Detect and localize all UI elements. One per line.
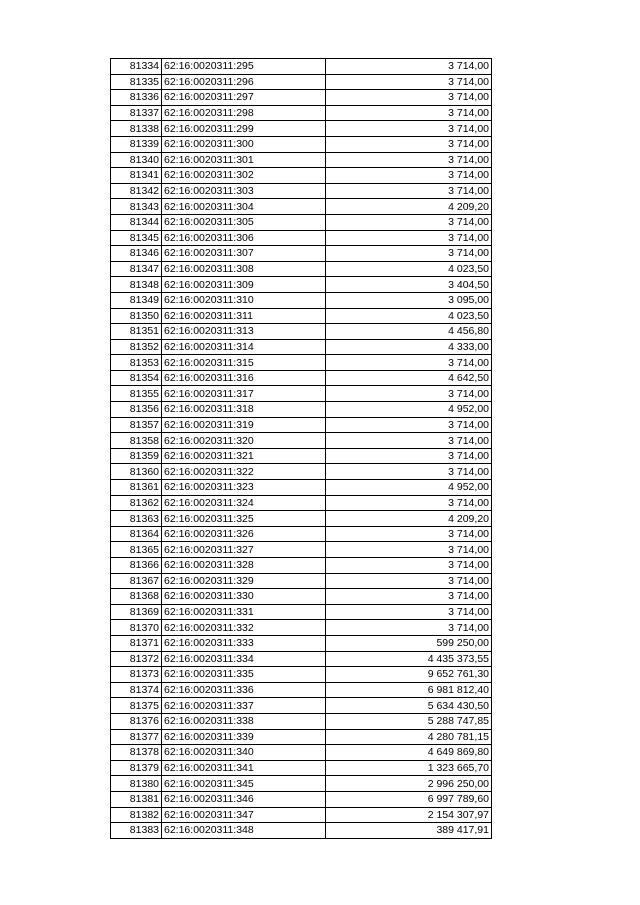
table-row — [111, 386, 492, 402]
row-number-cell: 81369 — [111, 604, 162, 620]
cadastral-value-cell: 3 714,00 — [326, 417, 492, 433]
cadastral-number-cell: 62:16:0020311:332 — [162, 620, 326, 636]
row-number-cell: 81377 — [111, 729, 162, 745]
cadastral-number-cell: 62:16:0020311:331 — [162, 604, 326, 620]
table-row — [111, 791, 492, 807]
table-row — [111, 776, 492, 792]
table-row — [111, 370, 492, 386]
cadastral-value-cell: 3 714,00 — [326, 464, 492, 480]
table-row — [111, 448, 492, 464]
cadastral-number-cell: 62:16:0020311:345 — [162, 776, 326, 792]
cadastral-number-cell: 62:16:0020311:315 — [162, 355, 326, 371]
cadastral-value-cell: 4 280 781,15 — [326, 729, 492, 745]
row-number-cell: 81372 — [111, 651, 162, 667]
cadastral-value-cell: 1 323 665,70 — [326, 760, 492, 776]
cadastral-value-cell: 3 714,00 — [326, 246, 492, 262]
row-number-cell: 81359 — [111, 448, 162, 464]
row-number-cell: 81362 — [111, 495, 162, 511]
table-row — [111, 589, 492, 605]
cadastral-number-cell: 62:16:0020311:347 — [162, 807, 326, 823]
table-row — [111, 480, 492, 496]
row-number-cell: 81349 — [111, 292, 162, 308]
table-row — [111, 464, 492, 480]
cadastral-number-cell: 62:16:0020311:318 — [162, 402, 326, 418]
cadastral-number-cell: 62:16:0020311:303 — [162, 183, 326, 199]
cadastral-number-cell: 62:16:0020311:295 — [162, 59, 326, 75]
table-row — [111, 168, 492, 184]
row-number-cell: 81336 — [111, 90, 162, 106]
cadastral-number-cell: 62:16:0020311:328 — [162, 558, 326, 574]
table-row — [111, 495, 492, 511]
cadastral-number-cell: 62:16:0020311:321 — [162, 448, 326, 464]
row-number-cell: 81335 — [111, 74, 162, 90]
row-number-cell: 81352 — [111, 339, 162, 355]
table-row — [111, 417, 492, 433]
cadastral-value-cell: 4 952,00 — [326, 480, 492, 496]
cadastral-value-cell: 3 714,00 — [326, 386, 492, 402]
row-number-cell: 81367 — [111, 573, 162, 589]
row-number-cell: 81353 — [111, 355, 162, 371]
cadastral-number-cell: 62:16:0020311:325 — [162, 511, 326, 527]
table-row — [111, 651, 492, 667]
cadastral-number-cell: 62:16:0020311:334 — [162, 651, 326, 667]
cadastral-number-cell: 62:16:0020311:348 — [162, 823, 326, 839]
row-number-cell: 81355 — [111, 386, 162, 402]
row-number-cell: 81364 — [111, 526, 162, 542]
cadastral-number-cell: 62:16:0020311:341 — [162, 760, 326, 776]
row-number-cell: 81381 — [111, 791, 162, 807]
cadastral-value-cell: 3 714,00 — [326, 433, 492, 449]
cadastral-value-cell: 3 714,00 — [326, 558, 492, 574]
cadastral-value-table — [110, 58, 492, 839]
table-row — [111, 230, 492, 246]
cadastral-value-cell: 3 714,00 — [326, 573, 492, 589]
table-row — [111, 152, 492, 168]
row-number-cell: 81350 — [111, 308, 162, 324]
cadastral-number-cell: 62:16:0020311:336 — [162, 682, 326, 698]
cadastral-value-cell: 3 714,00 — [326, 183, 492, 199]
table-row — [111, 433, 492, 449]
row-number-cell: 81380 — [111, 776, 162, 792]
cadastral-number-cell: 62:16:0020311:323 — [162, 480, 326, 496]
cadastral-value-cell: 4 456,80 — [326, 324, 492, 340]
row-number-cell: 81341 — [111, 168, 162, 184]
cadastral-number-cell: 62:16:0020311:314 — [162, 339, 326, 355]
table-row — [111, 308, 492, 324]
cadastral-number-cell: 62:16:0020311:320 — [162, 433, 326, 449]
table-row — [111, 261, 492, 277]
table-row — [111, 90, 492, 106]
cadastral-value-cell: 2 996 250,00 — [326, 776, 492, 792]
cadastral-value-cell: 3 714,00 — [326, 604, 492, 620]
cadastral-value-cell: 389 417,91 — [326, 823, 492, 839]
row-number-cell: 81383 — [111, 823, 162, 839]
table-row — [111, 214, 492, 230]
table-row — [111, 620, 492, 636]
cadastral-value-cell: 599 250,00 — [326, 635, 492, 651]
cadastral-number-cell: 62:16:0020311:340 — [162, 745, 326, 761]
cadastral-value-cell: 2 154 307,97 — [326, 807, 492, 823]
table-row — [111, 339, 492, 355]
row-number-cell: 81356 — [111, 402, 162, 418]
cadastral-number-cell: 62:16:0020311:319 — [162, 417, 326, 433]
cadastral-value-cell: 4 952,00 — [326, 402, 492, 418]
cadastral-number-cell: 62:16:0020311:302 — [162, 168, 326, 184]
table-row — [111, 526, 492, 542]
cadastral-value-cell: 3 714,00 — [326, 620, 492, 636]
row-number-cell: 81379 — [111, 760, 162, 776]
cadastral-value-cell: 3 714,00 — [326, 152, 492, 168]
table-row — [111, 136, 492, 152]
cadastral-number-cell: 62:16:0020311:309 — [162, 277, 326, 293]
row-number-cell: 81370 — [111, 620, 162, 636]
cadastral-number-cell: 62:16:0020311:297 — [162, 90, 326, 106]
cadastral-number-cell: 62:16:0020311:311 — [162, 308, 326, 324]
cadastral-number-cell: 62:16:0020311:326 — [162, 526, 326, 542]
cadastral-value-cell: 4 023,50 — [326, 261, 492, 277]
cadastral-number-cell: 62:16:0020311:305 — [162, 214, 326, 230]
cadastral-number-cell: 62:16:0020311:301 — [162, 152, 326, 168]
cadastral-value-cell: 4 435 373,55 — [326, 651, 492, 667]
row-number-cell: 81339 — [111, 136, 162, 152]
cadastral-value-cell: 3 714,00 — [326, 59, 492, 75]
table-row — [111, 698, 492, 714]
cadastral-number-cell: 62:16:0020311:333 — [162, 635, 326, 651]
cadastral-number-cell: 62:16:0020311:327 — [162, 542, 326, 558]
row-number-cell: 81340 — [111, 152, 162, 168]
row-number-cell: 81374 — [111, 682, 162, 698]
cadastral-value-cell: 4 642,50 — [326, 370, 492, 386]
row-number-cell: 81371 — [111, 635, 162, 651]
row-number-cell: 81357 — [111, 417, 162, 433]
cadastral-number-cell: 62:16:0020311:313 — [162, 324, 326, 340]
cadastral-value-cell: 4 209,20 — [326, 511, 492, 527]
cadastral-value-cell: 4 209,20 — [326, 199, 492, 215]
cadastral-number-cell: 62:16:0020311:322 — [162, 464, 326, 480]
table-row — [111, 402, 492, 418]
table-body — [111, 59, 492, 839]
cadastral-number-cell: 62:16:0020311:346 — [162, 791, 326, 807]
row-number-cell: 81378 — [111, 745, 162, 761]
table-row — [111, 635, 492, 651]
cadastral-value-cell: 3 714,00 — [326, 168, 492, 184]
cadastral-number-cell: 62:16:0020311:317 — [162, 386, 326, 402]
row-number-cell: 81354 — [111, 370, 162, 386]
table-row — [111, 604, 492, 620]
cadastral-value-cell: 4 333,00 — [326, 339, 492, 355]
table-row — [111, 355, 492, 371]
row-number-cell: 81344 — [111, 214, 162, 230]
row-number-cell: 81373 — [111, 667, 162, 683]
cadastral-value-cell: 4 023,50 — [326, 308, 492, 324]
cadastral-number-cell: 62:16:0020311:306 — [162, 230, 326, 246]
table-row — [111, 277, 492, 293]
table-row — [111, 542, 492, 558]
cadastral-value-cell: 3 404,50 — [326, 277, 492, 293]
table-row — [111, 807, 492, 823]
table-row — [111, 760, 492, 776]
cadastral-value-cell: 5 634 430,50 — [326, 698, 492, 714]
table-row — [111, 823, 492, 839]
table-row — [111, 745, 492, 761]
row-number-cell: 81376 — [111, 713, 162, 729]
row-number-cell: 81345 — [111, 230, 162, 246]
cadastral-number-cell: 62:16:0020311:310 — [162, 292, 326, 308]
row-number-cell: 81363 — [111, 511, 162, 527]
table-row — [111, 511, 492, 527]
cadastral-number-cell: 62:16:0020311:316 — [162, 370, 326, 386]
row-number-cell: 81338 — [111, 121, 162, 137]
row-number-cell: 81361 — [111, 480, 162, 496]
cadastral-value-cell: 3 714,00 — [326, 526, 492, 542]
cadastral-number-cell: 62:16:0020311:304 — [162, 199, 326, 215]
cadastral-value-cell: 3 714,00 — [326, 90, 492, 106]
cadastral-number-cell: 62:16:0020311:300 — [162, 136, 326, 152]
cadastral-value-cell: 9 652 761,30 — [326, 667, 492, 683]
table-row — [111, 682, 492, 698]
cadastral-number-cell: 62:16:0020311:338 — [162, 713, 326, 729]
cadastral-value-cell: 3 095,00 — [326, 292, 492, 308]
cadastral-value-cell: 3 714,00 — [326, 589, 492, 605]
row-number-cell: 81346 — [111, 246, 162, 262]
table-row — [111, 573, 492, 589]
row-number-cell: 81366 — [111, 558, 162, 574]
table-row — [111, 105, 492, 121]
table-row — [111, 246, 492, 262]
table-row — [111, 324, 492, 340]
cadastral-value-cell: 3 714,00 — [326, 105, 492, 121]
cadastral-value-cell: 3 714,00 — [326, 74, 492, 90]
row-number-cell: 81358 — [111, 433, 162, 449]
table-row — [111, 558, 492, 574]
row-number-cell: 81382 — [111, 807, 162, 823]
row-number-cell: 81368 — [111, 589, 162, 605]
cadastral-number-cell: 62:16:0020311:337 — [162, 698, 326, 714]
row-number-cell: 81365 — [111, 542, 162, 558]
row-number-cell: 81360 — [111, 464, 162, 480]
cadastral-number-cell: 62:16:0020311:335 — [162, 667, 326, 683]
cadastral-value-cell: 5 288 747,85 — [326, 713, 492, 729]
cadastral-number-cell: 62:16:0020311:329 — [162, 573, 326, 589]
cadastral-value-cell: 6 997 789,60 — [326, 791, 492, 807]
table-row — [111, 183, 492, 199]
table-row — [111, 292, 492, 308]
cadastral-value-cell: 3 714,00 — [326, 495, 492, 511]
table-row — [111, 729, 492, 745]
cadastral-number-cell: 62:16:0020311:324 — [162, 495, 326, 511]
cadastral-number-cell: 62:16:0020311:330 — [162, 589, 326, 605]
cadastral-value-cell: 3 714,00 — [326, 121, 492, 137]
cadastral-value-cell: 3 714,00 — [326, 230, 492, 246]
row-number-cell: 81351 — [111, 324, 162, 340]
table-row — [111, 74, 492, 90]
row-number-cell: 81347 — [111, 261, 162, 277]
cadastral-value-cell: 3 714,00 — [326, 355, 492, 371]
table-row — [111, 713, 492, 729]
row-number-cell: 81342 — [111, 183, 162, 199]
cadastral-number-cell: 62:16:0020311:339 — [162, 729, 326, 745]
cadastral-number-cell: 62:16:0020311:308 — [162, 261, 326, 277]
table-row — [111, 121, 492, 137]
cadastral-value-cell: 3 714,00 — [326, 136, 492, 152]
cadastral-value-cell: 3 714,00 — [326, 448, 492, 464]
cadastral-number-cell: 62:16:0020311:299 — [162, 121, 326, 137]
row-number-cell: 81337 — [111, 105, 162, 121]
table-row — [111, 199, 492, 215]
cadastral-number-cell: 62:16:0020311:296 — [162, 74, 326, 90]
cadastral-value-cell: 6 981 812,40 — [326, 682, 492, 698]
cadastral-value-cell: 4 649 869,80 — [326, 745, 492, 761]
table-row — [111, 667, 492, 683]
row-number-cell: 81343 — [111, 199, 162, 215]
cadastral-value-cell: 3 714,00 — [326, 542, 492, 558]
table-row — [111, 59, 492, 75]
row-number-cell: 81375 — [111, 698, 162, 714]
cadastral-number-cell: 62:16:0020311:307 — [162, 246, 326, 262]
cadastral-number-cell: 62:16:0020311:298 — [162, 105, 326, 121]
row-number-cell: 81334 — [111, 59, 162, 75]
cadastral-value-cell: 3 714,00 — [326, 214, 492, 230]
row-number-cell: 81348 — [111, 277, 162, 293]
